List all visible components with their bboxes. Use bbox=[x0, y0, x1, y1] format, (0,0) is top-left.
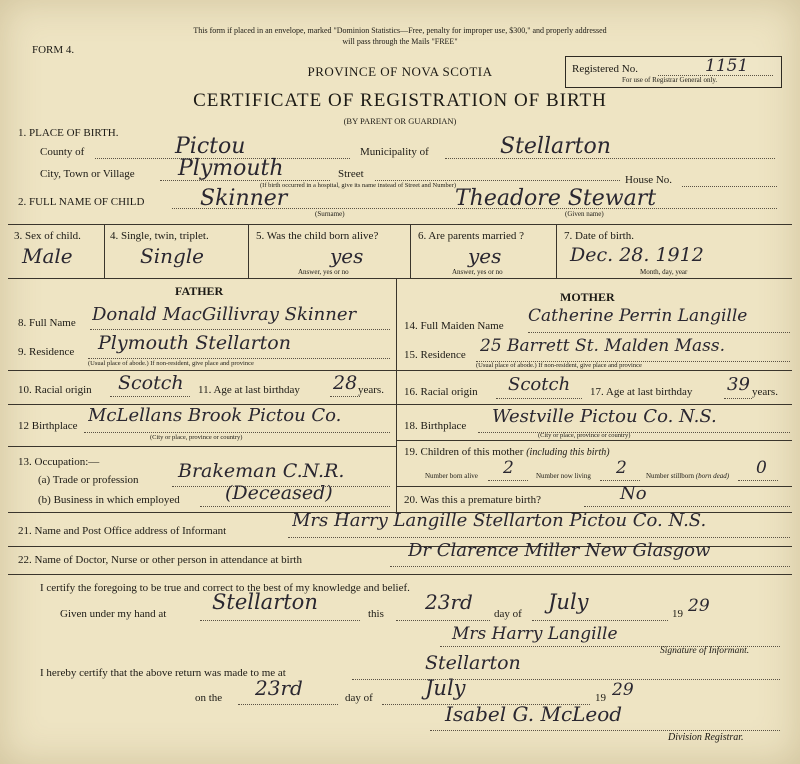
mother-racial-value: Scotch bbox=[508, 374, 571, 395]
mother-age-years: years. bbox=[752, 386, 778, 398]
mother-residence-label: 15. Residence bbox=[404, 349, 466, 361]
parents-married-note: Answer, yes or no bbox=[452, 268, 503, 276]
parents-married-label: 6. Are parents married ? bbox=[418, 230, 524, 242]
now-living-label: Number now living bbox=[536, 472, 591, 480]
registrar-day: 23rd bbox=[255, 676, 303, 700]
informant-label: 21. Name and Post Office address of Informant bbox=[18, 525, 227, 537]
mother-name-value: Catherine Perrin Langille bbox=[528, 306, 748, 326]
city-value: Plymouth bbox=[178, 156, 284, 181]
doctor-value: Dr Clarence Miller New Glasgow bbox=[408, 540, 711, 561]
given-at-place: Stellarton bbox=[212, 590, 318, 614]
given-day-of-label: day of bbox=[494, 608, 522, 620]
given-name-caption: (Given name) bbox=[565, 210, 604, 218]
mother-age-value: 39 bbox=[727, 374, 750, 395]
signature-caption: Signature of Informant. bbox=[660, 646, 750, 656]
born-alive-note: Answer, yes or no bbox=[298, 268, 349, 276]
registrar-place: Stellarton bbox=[425, 652, 521, 674]
father-name-value: Donald MacGillivray Skinner bbox=[92, 304, 357, 325]
given-day: 23rd bbox=[425, 590, 473, 614]
given-at-label: Given under my hand at bbox=[60, 608, 167, 620]
parents-married-value: yes bbox=[468, 244, 502, 268]
sex-value: Male bbox=[22, 244, 73, 268]
certify-statement: I certify the foregoing to be true and correct to the best of my knowledge and belief. bbox=[40, 582, 410, 594]
father-residence-note: (Usual place of abode.) If non-resident, give place and province bbox=[88, 360, 254, 367]
father-age-label: 11. Age at last birthday bbox=[198, 384, 300, 396]
occupation-label: 13. Occupation:— bbox=[18, 456, 100, 468]
registered-note: For use of Registrar General only. bbox=[622, 76, 718, 84]
mother-racial-label: 16. Racial origin bbox=[404, 386, 478, 398]
county-value: Pictou bbox=[175, 134, 246, 159]
province-heading: PROVINCE OF NOVA SCOTIA bbox=[307, 64, 493, 79]
house-no-label: House No. bbox=[625, 174, 673, 186]
father-racial-value: Scotch bbox=[118, 372, 184, 394]
hospital-note: (If birth occurred in a hospital, give its name instead of Street and Number) bbox=[260, 182, 457, 189]
father-name-label: 8. Full Name bbox=[18, 317, 76, 329]
mother-birthplace-label: 18. Birthplace bbox=[404, 420, 467, 432]
registrar-year-suffix: 29 bbox=[612, 680, 634, 700]
doctor-label: 22. Name of Doctor, Nurse or other person in attendance at birth bbox=[18, 554, 302, 566]
registrar-month: July bbox=[425, 676, 466, 700]
trade-value: Brakeman C.N.R. bbox=[178, 460, 345, 482]
place-of-birth-label: 1. PLACE OF BIRTH. bbox=[18, 127, 119, 139]
mail-notice-line1: This form if placed in an envelope, marked "Dominion Statistics—Free, penalty for improper use, $300," and properly addressed bbox=[193, 26, 607, 35]
given-this-label: this bbox=[368, 608, 384, 620]
father-age-value: 28 bbox=[333, 372, 358, 394]
informant-value: Mrs Harry Langille Stellarton Pictou Co. N.S. bbox=[292, 510, 707, 531]
certificate-title: CERTIFICATE OF REGISTRATION OF BIRTH bbox=[193, 90, 607, 111]
business-value: (Deceased) bbox=[225, 482, 333, 504]
registrar-title: Division Registrar. bbox=[668, 732, 744, 743]
mother-age-label: 17. Age at last birthday bbox=[590, 386, 693, 398]
child-name-label: 2. FULL NAME OF CHILD bbox=[18, 196, 145, 208]
father-age-years: years. bbox=[358, 384, 384, 396]
father-birthplace-note: (City or place, province or country) bbox=[150, 434, 243, 441]
given-month: July bbox=[548, 590, 589, 614]
date-of-birth-label: 7. Date of birth. bbox=[564, 230, 634, 242]
father-racial-label: 10. Racial origin bbox=[18, 384, 92, 396]
child-surname: Skinner bbox=[200, 186, 288, 211]
registered-label: Registered No. bbox=[572, 63, 638, 75]
county-label: County of bbox=[40, 146, 85, 158]
mother-residence-value: 25 Barrett St. Malden Mass. bbox=[480, 336, 725, 356]
date-of-birth-value: Dec. 28. 1912 bbox=[570, 244, 704, 266]
trade-label: (a) Trade or profession bbox=[38, 474, 139, 486]
street-label: Street bbox=[338, 168, 364, 180]
born-alive-count-label: Number born alive bbox=[425, 472, 478, 480]
sex-label: 3. Sex of child. bbox=[14, 230, 81, 242]
given-year-prefix: 19 bbox=[672, 608, 683, 620]
plurality-label: 4. Single, twin, triplet. bbox=[110, 230, 209, 242]
premature-label: 20. Was this a premature birth? bbox=[404, 494, 541, 506]
registrar-year-prefix: 19 bbox=[595, 692, 606, 704]
registrar-day-of-label: day of bbox=[345, 692, 373, 704]
informant-signature: Mrs Harry Langille bbox=[452, 624, 618, 644]
given-year-suffix: 29 bbox=[688, 596, 710, 616]
father-birthplace-label: 12 Birthplace bbox=[18, 420, 78, 432]
children-label: 19. Children of this mother (including this birth) bbox=[404, 446, 610, 458]
father-residence-label: 9. Residence bbox=[18, 346, 75, 358]
plurality-value: Single bbox=[140, 244, 205, 268]
stillborn-label: Number stillborn (born dead) bbox=[646, 472, 730, 480]
mother-residence-note: (Usual place of abode.) If non-resident, give place and province bbox=[476, 362, 642, 369]
mother-heading: MOTHER bbox=[560, 290, 615, 304]
born-alive-value: yes bbox=[330, 244, 364, 268]
city-label: City, Town or Village bbox=[40, 168, 135, 180]
now-living-count: 2 bbox=[616, 458, 627, 478]
mother-birthplace-note: (City or place, province or country) bbox=[538, 432, 631, 439]
father-birthplace-value: McLellans Brook Pictou Co. bbox=[88, 405, 342, 426]
father-heading: FATHER bbox=[175, 284, 224, 298]
registrar-statement: I hereby certify that the above return was made to me at bbox=[40, 667, 286, 679]
business-label: (b) Business in which employed bbox=[38, 494, 180, 506]
child-given-name: Theadore Stewart bbox=[455, 186, 657, 211]
mother-name-label: 14. Full Maiden Name bbox=[404, 320, 504, 332]
date-of-birth-note: Month, day, year bbox=[640, 268, 688, 276]
mother-birthplace-value: Westville Pictou Co. N.S. bbox=[492, 406, 717, 427]
registrar-signature: Isabel G. McLeod bbox=[445, 702, 623, 726]
form-number: FORM 4. bbox=[32, 44, 75, 56]
stillborn-count: 0 bbox=[756, 458, 767, 478]
premature-value: No bbox=[620, 483, 647, 504]
registered-number: 1151 bbox=[705, 56, 749, 76]
certificate-subtitle: (BY PARENT OR GUARDIAN) bbox=[343, 116, 457, 126]
father-residence-value: Plymouth Stellarton bbox=[98, 332, 291, 354]
surname-caption: (Surname) bbox=[315, 210, 345, 218]
registrar-on-label: on the bbox=[195, 692, 223, 704]
mail-notice-line2: will pass through the Mails "FREE" bbox=[342, 37, 458, 46]
municipality-value: Stellarton bbox=[500, 134, 611, 159]
born-alive-count: 2 bbox=[503, 458, 514, 478]
municipality-label: Municipality of bbox=[360, 146, 429, 158]
born-alive-label: 5. Was the child born alive? bbox=[256, 230, 379, 242]
